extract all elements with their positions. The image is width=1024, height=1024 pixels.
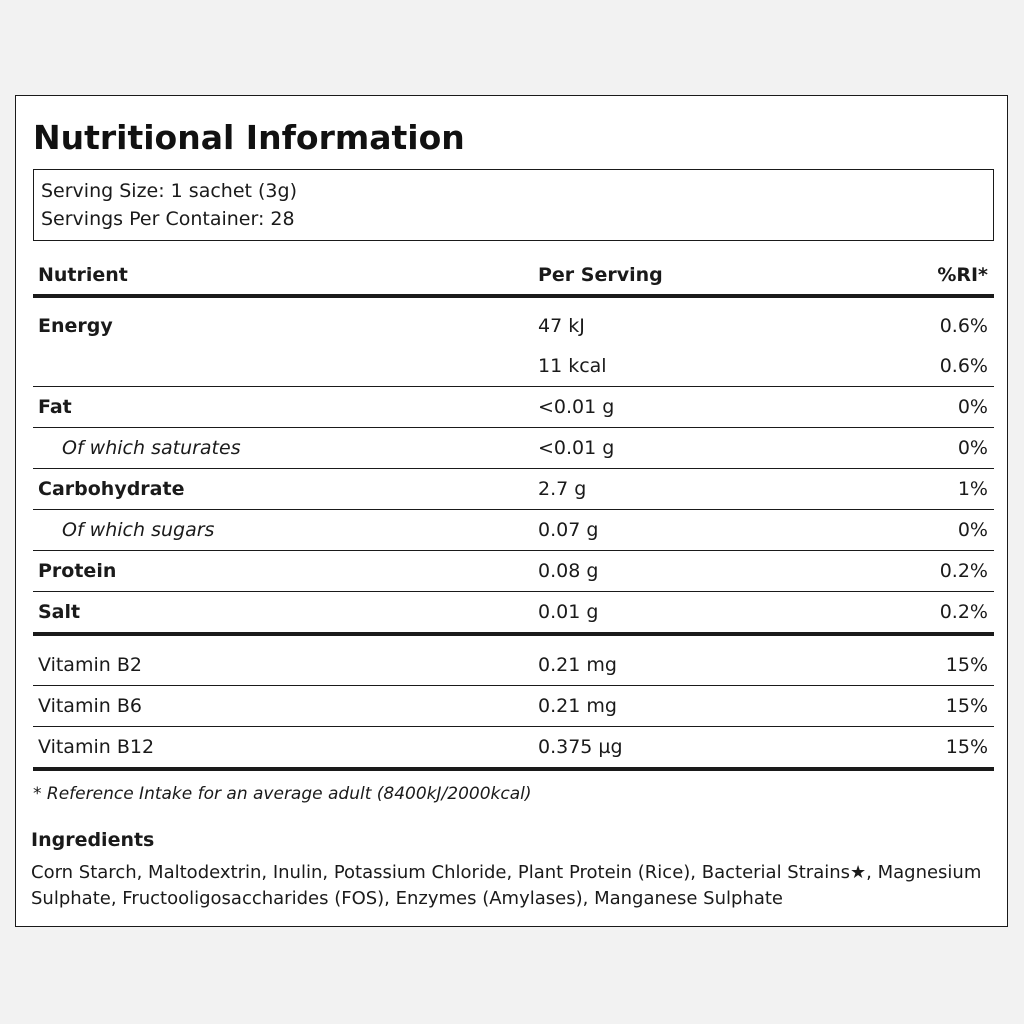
nutrient-ri: 15% [945, 695, 988, 717]
nutrient-name: Vitamin B2 [38, 654, 142, 676]
nutrient-name: Of which saturates [62, 437, 241, 459]
nutrient-ri: 15% [945, 736, 988, 758]
nutrient-ri: 0.6% [939, 355, 988, 377]
nutrient-name: Fat [38, 396, 72, 418]
ingredients-heading: Ingredients [31, 829, 155, 851]
nutrient-ri: 0% [957, 519, 988, 541]
table-row [33, 592, 994, 636]
table-row [33, 428, 994, 469]
table-row [33, 469, 994, 510]
nutrient-value: 0.21 mg [538, 695, 617, 717]
table-row [33, 346, 994, 387]
table-row [33, 387, 994, 428]
nutrient-value: 0.01 g [538, 601, 599, 623]
nutrient-ri: 1% [957, 478, 988, 500]
nutrient-value: <0.01 g [538, 437, 615, 459]
nutrient-name: Protein [38, 560, 117, 582]
nutrient-ri: 0.2% [939, 560, 988, 582]
nutrient-name: Salt [38, 601, 81, 623]
nutrient-name: Of which sugars [62, 519, 215, 541]
nutrient-name: Energy [38, 315, 113, 337]
nutrient-value: <0.01 g [538, 396, 615, 418]
nutrient-name: Carbohydrate [38, 478, 185, 500]
table-row [33, 686, 994, 727]
serving-info-box [33, 169, 994, 241]
nutrient-value: 0.07 g [538, 519, 599, 541]
nutrient-value: 2.7 g [538, 478, 587, 500]
ingredients-list: Corn Starch, Maltodextrin, Inulin, Potassium Chloride, Plant Protein (Rice), Bacterial Strains★, Magnesium Sulphate, Fructooligosaccharides (FOS), Enzymes (Amylases), Manganese Sulphate [31, 862, 982, 909]
table-row [33, 645, 994, 686]
nutrient-name: Vitamin B12 [38, 736, 155, 758]
nutrient-ri: 0.2% [939, 601, 988, 623]
reference-intake-footnote: * Reference Intake for an average adult (8400kJ/2000kcal) [33, 784, 532, 804]
nutrient-ri: 0% [957, 437, 988, 459]
servings-per-container: Servings Per Container: 28 [41, 208, 295, 230]
nutrient-value: 0.375 µg [538, 736, 623, 758]
nutrient-name: Vitamin B6 [38, 695, 142, 717]
nutrient-ri: 15% [945, 654, 988, 676]
table-row [33, 306, 994, 346]
table-row [33, 727, 994, 771]
nutrient-ri: 0% [957, 396, 988, 418]
header-ri: %RI* [937, 264, 988, 286]
serving-size: Serving Size: 1 sachet (3g) [41, 180, 297, 202]
nutrient-value: 47 kJ [538, 315, 585, 337]
header-nutrient: Nutrient [38, 264, 128, 286]
nutrient-value: 0.21 mg [538, 654, 617, 676]
nutrition-panel [15, 95, 1008, 927]
header-per-serving: Per Serving [538, 264, 663, 286]
nutrition-table [33, 256, 994, 771]
table-header-row [33, 256, 994, 298]
table-row [33, 510, 994, 551]
table-row [33, 551, 994, 592]
nutrient-value: 11 kcal [538, 355, 607, 377]
nutrient-ri: 0.6% [939, 315, 988, 337]
page-title: Nutritional Information [33, 118, 465, 157]
nutrient-value: 0.08 g [538, 560, 599, 582]
